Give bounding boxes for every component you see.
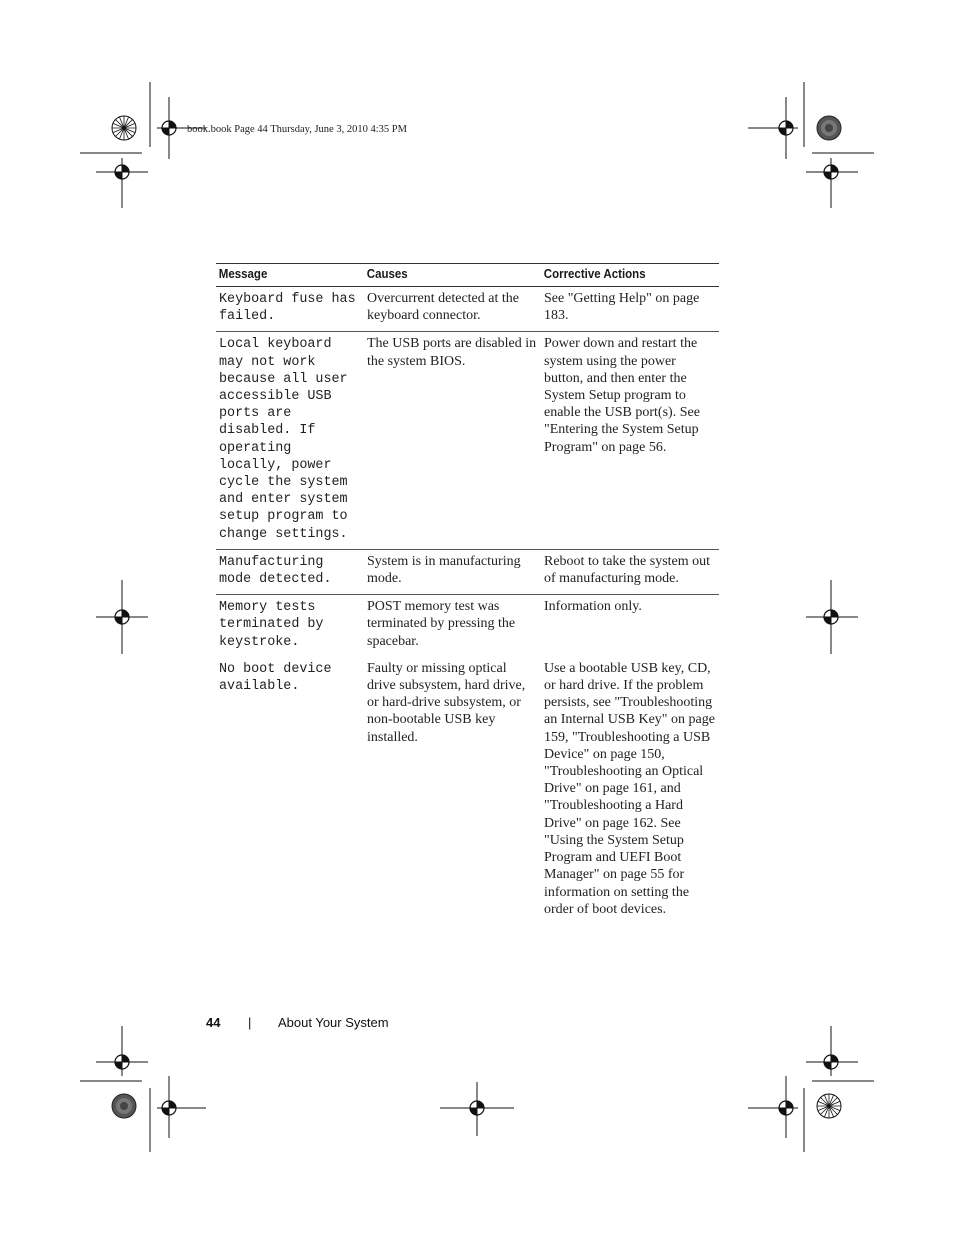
chapter-title: About Your System: [278, 1015, 389, 1030]
actions-cell: Power down and restart the system using the power button, and then enter the System Setup program to enable the USB port(s). See "Entering the System Setup Program" on page 56.: [541, 332, 719, 549]
message-cell: No boot device available.: [219, 661, 332, 695]
table-row: [216, 595, 719, 657]
column-header-corrective-actions: Corrective Actions: [541, 264, 705, 287]
column-header-message: Message: [216, 264, 352, 287]
actions-cell: Use a bootable USB key, CD, or hard drive. If the problem persists, see "Troubleshooting an Internal USB Key" on page 159, "Troubleshooting a USB Device" on page 150, "Troubleshooting an Optical Drive" on page 161, and "Troubleshooting a Hard Drive" on page 162. See "Using the System Setup Program and UEFI Boot Manager" on page 55 for information on setting the order of boot devices.: [544, 660, 715, 917]
table-row: [216, 332, 719, 549]
table-header-row: [216, 264, 719, 287]
page-number: 44: [206, 1015, 221, 1030]
table-row: [216, 657, 719, 924]
causes-cell: The USB ports are disabled in the system BIOS.: [364, 332, 541, 549]
column-header-causes: Causes: [364, 264, 527, 287]
message-cell: Memory tests terminated by keystroke.: [219, 600, 324, 650]
message-cell: Keyboard fuse has failed.: [216, 287, 364, 332]
actions-cell: See "Getting Help" on page 183.: [541, 287, 719, 332]
causes-cell: Faulty or missing optical drive subsystem, hard drive, or hard-drive subsystem, or non-bootable USB key installed.: [367, 660, 526, 745]
message-cell: Local keyboard may not work because all user accessible USB ports are disabled. If operating locally, power cycle the system and enter system setup program to change settings.: [216, 332, 364, 549]
message-cell: Manufacturing mode detected.: [216, 549, 364, 594]
causes-cell: POST memory test was terminated by pressing the spacebar.: [367, 599, 516, 649]
footer-separator: |: [248, 1015, 252, 1030]
causes-cell: System is in manufacturing mode.: [364, 549, 541, 594]
actions-cell: Reboot to take the system out of manufacturing mode.: [541, 549, 719, 594]
table-row: [216, 287, 719, 332]
system-messages-table: [216, 263, 719, 924]
print-slug: book.book Page 44 Thursday, June 3, 2010 4:35 PM: [187, 124, 407, 135]
causes-cell: Overcurrent detected at the keyboard connector.: [364, 287, 541, 332]
actions-cell: Information only.: [544, 599, 642, 615]
table-row: [216, 549, 719, 594]
